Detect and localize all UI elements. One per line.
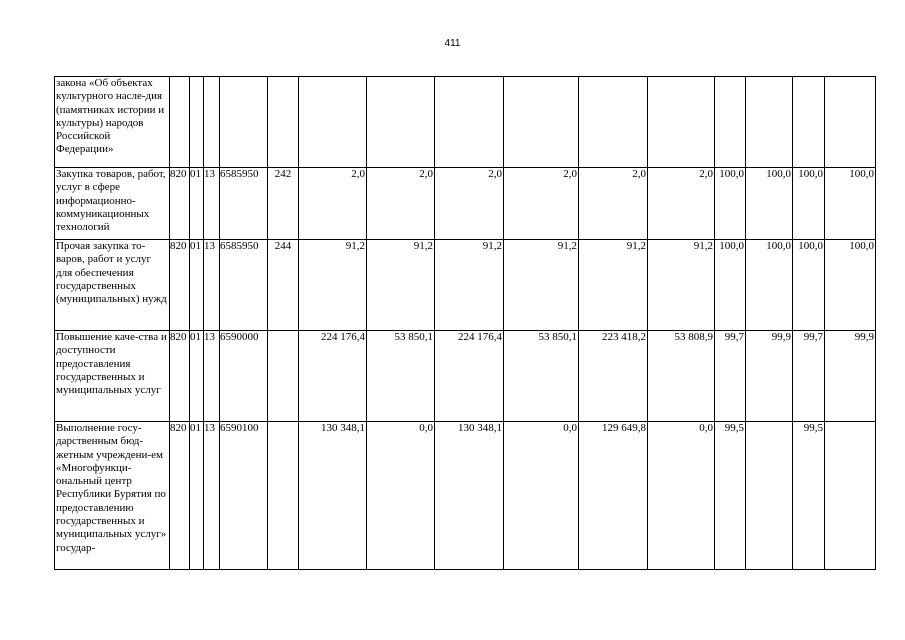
target-article-code — [220, 77, 268, 168]
percent-cell: 99,7 — [715, 331, 746, 422]
value-cell: 2,0 — [367, 168, 435, 240]
subsection-code — [204, 77, 220, 168]
value-cell — [435, 77, 504, 168]
percent-cell: 99,7 — [793, 331, 825, 422]
value-cell — [579, 77, 648, 168]
grbs-code: 820 — [170, 240, 190, 331]
grbs-code: 820 — [170, 168, 190, 240]
value-cell: 91,2 — [367, 240, 435, 331]
target-article-code: 6590000 — [220, 331, 268, 422]
row-name: Повышение каче-ства и доступности предоставления государственных и муниципальных услуг — [55, 331, 170, 422]
value-cell: 2,0 — [435, 168, 504, 240]
value-cell: 0,0 — [648, 422, 715, 570]
value-cell: 91,2 — [504, 240, 579, 331]
expense-type-code: 242 — [268, 168, 299, 240]
percent-cell: 99,9 — [746, 331, 793, 422]
table-row — [55, 77, 876, 168]
table-row — [55, 331, 876, 422]
percent-cell: 99,5 — [715, 422, 746, 570]
value-cell: 53 808,9 — [648, 331, 715, 422]
value-cell: 224 176,4 — [299, 331, 367, 422]
percent-cell: 100,0 — [793, 168, 825, 240]
expense-type-code — [268, 77, 299, 168]
target-article-code: 6585950 — [220, 240, 268, 331]
subsection-code: 13 — [204, 168, 220, 240]
value-cell: 2,0 — [504, 168, 579, 240]
page-number: 411 — [444, 38, 461, 49]
percent-cell: 100,0 — [793, 240, 825, 331]
percent-cell — [825, 77, 876, 168]
expense-type-code: 244 — [268, 240, 299, 331]
grbs-code — [170, 77, 190, 168]
subsection-code: 13 — [204, 240, 220, 331]
percent-cell: 99,5 — [793, 422, 825, 570]
value-cell — [504, 77, 579, 168]
subsection-code: 13 — [204, 331, 220, 422]
percent-cell — [746, 422, 793, 570]
subsection-code: 13 — [204, 422, 220, 570]
value-cell: 53 850,1 — [504, 331, 579, 422]
percent-cell: 100,0 — [825, 168, 876, 240]
value-cell: 53 850,1 — [367, 331, 435, 422]
row-name: Закупка товаров, работ, услуг в сфере информационно-коммуникационных технологий — [55, 168, 170, 240]
row-name: Выполнение госу-дарственным бюд-жетным учреждени-ем «Многофункци-ональный центр Республики Бурятия по предоставлению государственных и муниципальных услуг» государ- — [55, 422, 170, 570]
value-cell: 224 176,4 — [435, 331, 504, 422]
percent-cell: 100,0 — [715, 168, 746, 240]
expense-type-code — [268, 331, 299, 422]
value-cell: 2,0 — [648, 168, 715, 240]
value-cell: 2,0 — [579, 168, 648, 240]
value-cell: 2,0 — [299, 168, 367, 240]
section-code: 01 — [190, 240, 204, 331]
percent-cell: 100,0 — [715, 240, 746, 331]
percent-cell: 100,0 — [746, 168, 793, 240]
section-code: 01 — [190, 422, 204, 570]
value-cell: 91,2 — [579, 240, 648, 331]
percent-cell: 100,0 — [746, 240, 793, 331]
budget-table — [54, 76, 876, 570]
value-cell — [367, 77, 435, 168]
row-name: Прочая закупка то-варов, работ и услуг для обеспечения государственных (муниципальных) нужд — [55, 240, 170, 331]
percent-cell: 99,9 — [825, 331, 876, 422]
value-cell: 91,2 — [435, 240, 504, 331]
value-cell — [299, 77, 367, 168]
value-cell: 91,2 — [648, 240, 715, 331]
percent-cell — [715, 77, 746, 168]
table-row — [55, 240, 876, 331]
value-cell: 130 348,1 — [435, 422, 504, 570]
percent-cell — [825, 422, 876, 570]
table-row — [55, 422, 876, 570]
value-cell: 0,0 — [367, 422, 435, 570]
value-cell: 129 649,8 — [579, 422, 648, 570]
target-article-code: 6585950 — [220, 168, 268, 240]
section-code — [190, 77, 204, 168]
percent-cell: 100,0 — [825, 240, 876, 331]
value-cell — [648, 77, 715, 168]
value-cell: 223 418,2 — [579, 331, 648, 422]
table-row — [55, 168, 876, 240]
grbs-code: 820 — [170, 422, 190, 570]
expense-type-code — [268, 422, 299, 570]
grbs-code: 820 — [170, 331, 190, 422]
value-cell: 91,2 — [299, 240, 367, 331]
percent-cell — [746, 77, 793, 168]
section-code: 01 — [190, 331, 204, 422]
row-name: закона «Об объектах культурного насле-дия (памятниках истории и культуры) народов Российской Федерации» — [55, 77, 170, 168]
percent-cell — [793, 77, 825, 168]
value-cell: 0,0 — [504, 422, 579, 570]
section-code: 01 — [190, 168, 204, 240]
value-cell: 130 348,1 — [299, 422, 367, 570]
target-article-code: 6590100 — [220, 422, 268, 570]
